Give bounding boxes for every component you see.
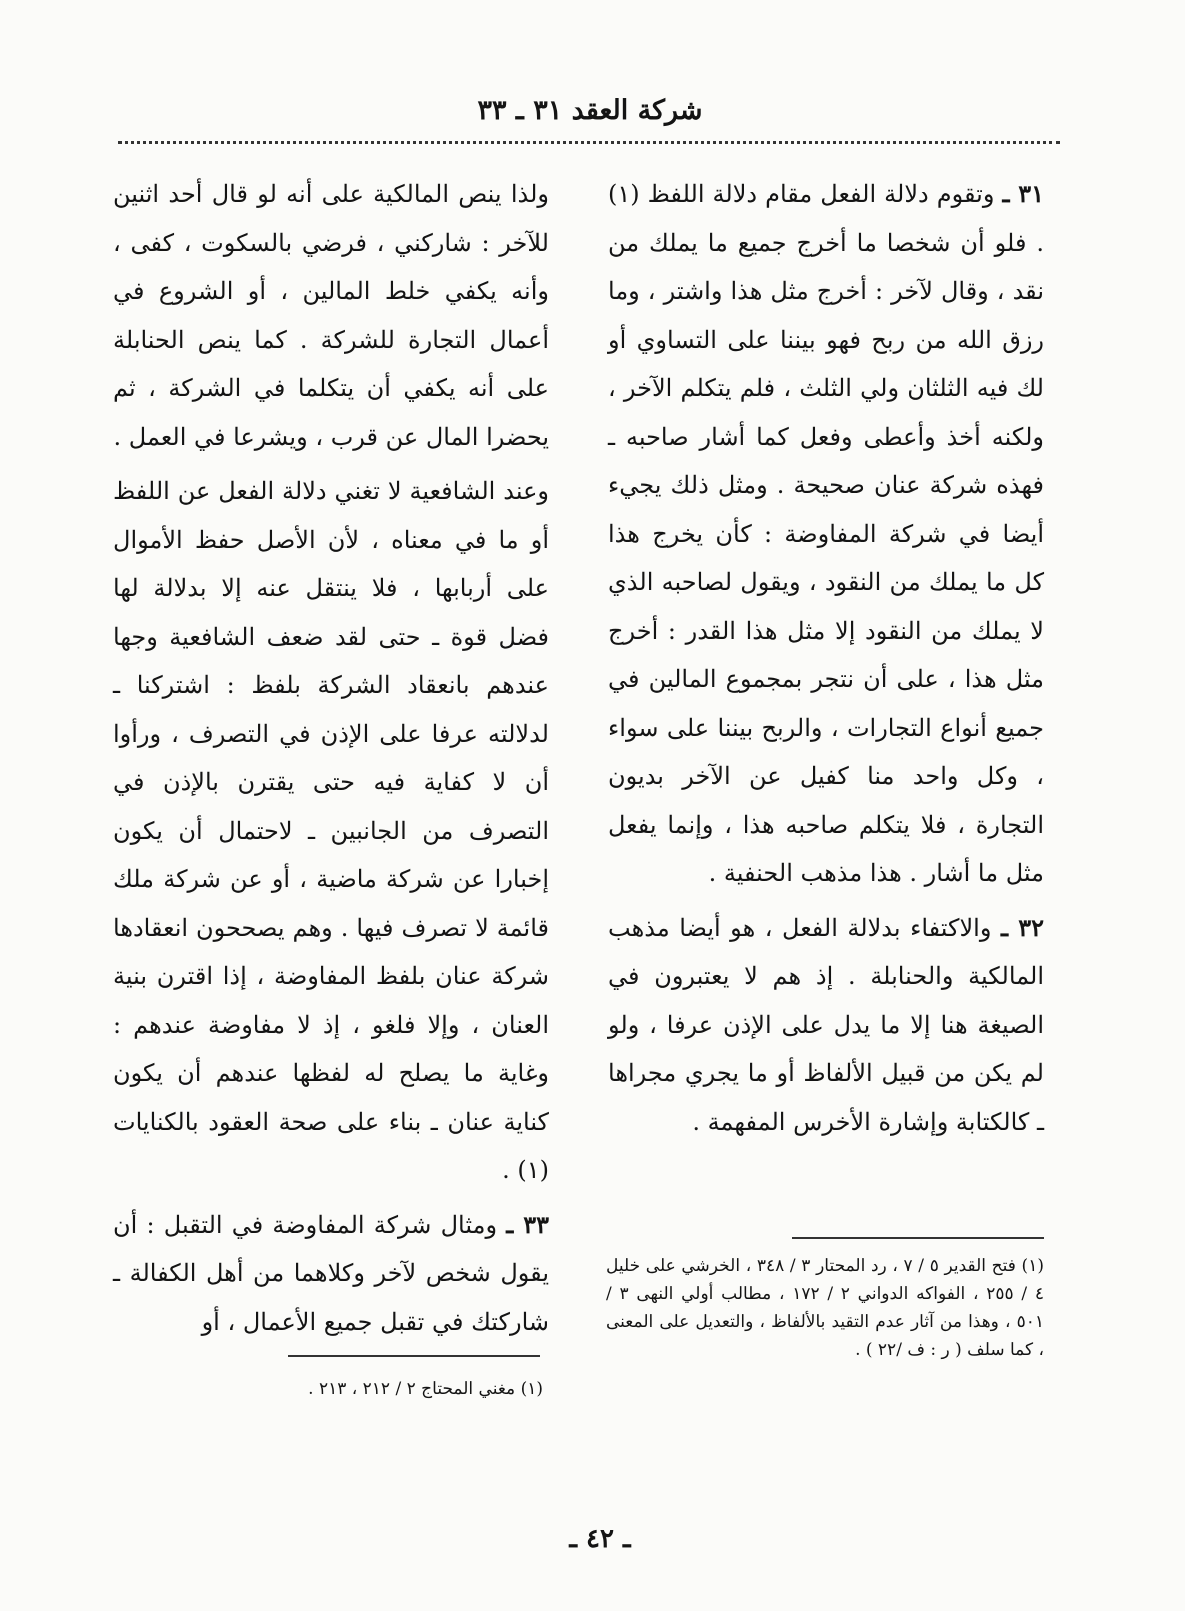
paragraph-32 bbox=[608, 904, 1044, 1147]
paragraph-maliki bbox=[113, 170, 549, 461]
footnote-left: (١) مغني المحتاج ٢ / ٢١٢ ، ٢١٣ . bbox=[308, 1379, 543, 1399]
footnote-right: (١) فتح القدير ٥ / ٧ ، رد المحتار ٣ / ٣٤٨ ، الخرشي على خليل ٤ / ٢٥٥ ، الفواكه الدواني ٢ / ١٧٢ ، مطالب أولي النهى ٣ / ٥٠١ ، وهذا من آثار عدم التقيد بالألفاظ ، والتعديل على المعنى ، كما سلف ( ر : ف /٢٢ ) . bbox=[606, 1256, 1044, 1360]
paragraph-number: ٣٢ ـ bbox=[1000, 912, 1044, 942]
page-header-title: شركة العقد ٣١ ـ ٣٣ bbox=[477, 95, 703, 126]
paragraph-31 bbox=[608, 170, 1044, 898]
paragraph-33 bbox=[113, 1201, 549, 1347]
paragraph-text: ومثال شركة المفاوضة في التقبل : أن يقول شخص لآخر وكلاهما من أهل الكفالة ـ شاركتك في تقبل جميع الأعمال ، أو bbox=[113, 1210, 549, 1336]
header-dotted-divider bbox=[118, 141, 1060, 144]
page-number: ـ ٤٢ ـ bbox=[569, 1524, 631, 1554]
paragraph-text: وعند الشافعية لا تغني دلالة الفعل عن اللفظ أو ما في معناه ، لأن الأصل حفظ الأموال على أربابها ، فلا ينتقل عنه إلا بدلالة لها فضل قوة ـ حتى لقد ضعف الشافعية وجها عندهم بانعقاد الشركة بلفظ : اشتركنا ـ لدلالته عرفا على الإذن في التصرف ، ورأوا أن لا كفاية فيه حتى يقترن بالإذن في التصرف من الجانبين ـ لاحتمال أن يكون إخبارا عن شركة ماضية ، أو عن شركة ملك قائمة لا تصرف فيها . وهم يصححون انعقادها شركة عنان بلفظ المفاوضة ، إذا اقترن بنية العنان ، وإلا فلغو ، إذ لا مفاوضة عندهم : وغاية ما يصلح له لفظها عندهم أن يكون كناية عنان ـ بناء على صحة العقود بالكنايات (١) . bbox=[113, 477, 549, 1184]
footnote-divider-right bbox=[792, 1237, 1044, 1239]
footnote-divider-left bbox=[288, 1355, 540, 1357]
paragraph-number: ٣١ ـ bbox=[1002, 179, 1044, 208]
paragraph-number: ٣٣ ـ bbox=[506, 1209, 549, 1239]
left-column bbox=[113, 170, 549, 1346]
paragraph-shafii bbox=[113, 467, 549, 1195]
paragraph-text: والاكتفاء بدلالة الفعل ، هو أيضا مذهب المالكية والحنابلة . إذ هم لا يعتبرون في الصيغة هنا إلا ما يدل على الإذن عرفا ، ولو لم يكن من قبيل الألفاظ أو ما يجري مجراها ـ كالكتابة وإشارة الأخرس المفهمة . bbox=[608, 913, 1044, 1136]
paragraph-text: ولذا ينص المالكية على أنه لو قال أحد اثنين للآخر : شاركني ، فرضي بالسكوت ، كفى ، وأنه يكفي خلط المالين ، أو الشروع في أعمال التجارة للشركة . كما ينص الحنابلة على أنه يكفي أن يتكلما في الشركة ، ثم يحضرا المال عن قرب ، ويشرعا في العمل . bbox=[113, 180, 549, 451]
right-column bbox=[608, 170, 1044, 1146]
paragraph-text: وتقوم دلالة الفعل مقام دلالة اللفظ (١) . فلو أن شخصا ما أخرج جميع ما يملك من نقد ، وقال لآخر : أخرج مثل هذا واشتر ، وما رزق الله من ربح فهو بيننا على التساوي أو لك فيه الثلثان ولي الثلث ، فلم يتكلم الآخر ، ولكنه أخذ وأعطى وفعل كما أشار صاحبه ـ فهذه شركة عنان صحيحة . ومثل ذلك يجيء أيضا في شركة المفاوضة : كأن يخرج هذا كل ما يملك من النقود ، ويقول لصاحبه الذي لا يملك من النقود إلا مثل هذا القدر : أخرج مثل هذا ، على أن نتجر بمجموع المالين في جميع أنواع التجارات ، والربح بيننا على سواء ، وكل واحد منا كفيل عن الآخر بديون التجارة ، فلا يتكلم صاحبه هذا ، وإنما يفعل مثل ما أشار . هذا مذهب الحنفية . bbox=[608, 180, 1044, 887]
